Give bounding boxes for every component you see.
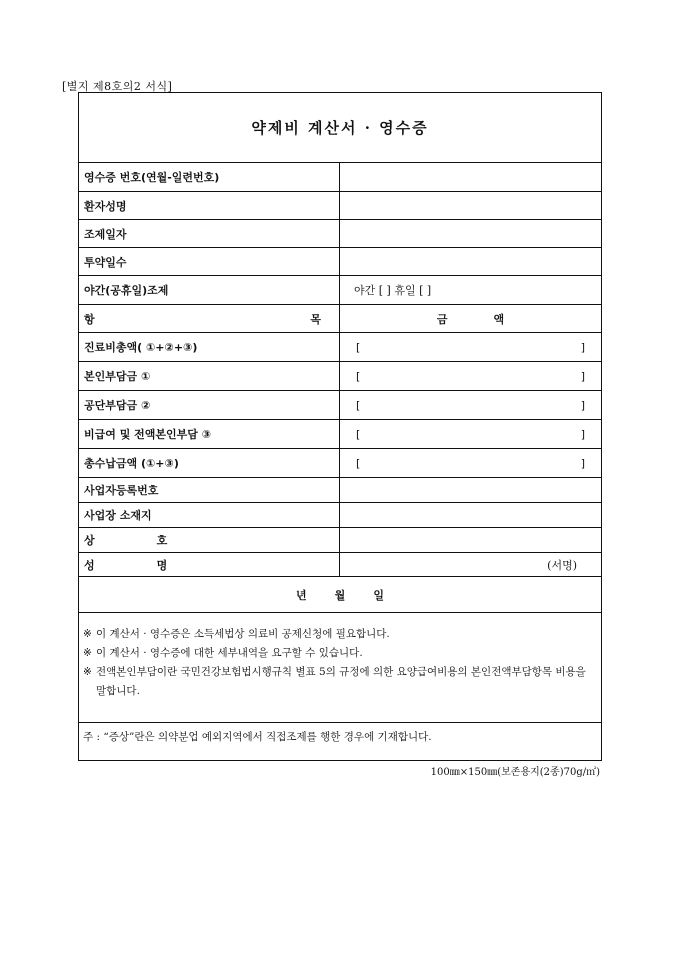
note-mark: ※ (83, 666, 92, 678)
receipt-number-row (79, 163, 601, 192)
amount-header-char-2: 액 (493, 312, 505, 326)
form-title: 약제비 계산서 · 영수증 (79, 93, 601, 163)
amount-row-insurer (79, 391, 601, 420)
item-header (79, 305, 340, 332)
amount-field[interactable] (340, 333, 601, 361)
trade-name-field[interactable] (340, 528, 601, 552)
amount-header (340, 305, 601, 332)
amount-label: 총수납금액 (①+③) (79, 449, 340, 477)
open-bracket: [ (356, 456, 361, 470)
amount-label: 공단부담금 ② (79, 391, 340, 419)
business-reg-row (79, 478, 601, 503)
note-text: 이 계산서 · 영수증은 소득세법상 의료비 공제신청에 필요합니다. (96, 628, 390, 640)
owner-name-char-1: 성 (84, 558, 95, 572)
close-bracket: ] (580, 427, 585, 441)
dosage-days-label: 투약일수 (79, 248, 340, 275)
business-address-row (79, 503, 601, 528)
amount-field[interactable] (340, 391, 601, 419)
note-item (83, 663, 595, 701)
amount-label: 비급여 및 전액본인부담 ③ (79, 420, 340, 448)
trade-name-label (79, 528, 340, 552)
date-day: 일 (373, 588, 384, 602)
date-month: 월 (334, 588, 346, 602)
patient-name-field[interactable] (340, 192, 601, 219)
trade-name-char-2: 호 (156, 534, 168, 547)
receipt-number-label: 영수증 번호(연월-일련번호) (79, 163, 340, 191)
signature-label: (서명) (547, 558, 577, 572)
amount-header-char-1: 금 (436, 312, 448, 326)
business-address-label: 사업장 소재지 (79, 503, 340, 527)
note-mark: ※ (83, 647, 92, 659)
owner-name-char-2: 명 (156, 558, 168, 572)
amount-field[interactable] (340, 362, 601, 390)
business-reg-field[interactable] (340, 478, 601, 502)
patient-name-row (79, 192, 601, 220)
note-item (83, 644, 595, 663)
receipt-number-field[interactable] (340, 163, 601, 191)
dosage-days-field[interactable] (340, 248, 601, 275)
patient-name-label: 환자성명 (79, 192, 340, 219)
dispense-date-field[interactable] (340, 220, 601, 247)
date-year: 년 (296, 588, 307, 602)
paper-spec: 100㎜×150㎜(보존용지(2종)70g/㎡) (430, 767, 600, 778)
business-address-field[interactable] (340, 503, 601, 527)
amount-row-copay (79, 362, 601, 391)
notes-section (79, 613, 601, 723)
dispense-date-row (79, 220, 601, 248)
amount-label: 본인부담금 ① (79, 362, 340, 390)
owner-name-row (79, 553, 601, 577)
form-number-label: [별지 제8호의2 서식] (62, 80, 173, 93)
note-text: 전액본인부담이란 국민건강보험법시행규칙 별표 5의 규정에 의한 요양급여비용의 본인전액부담항목 비용을 말합니다. (96, 666, 586, 697)
amount-label: 진료비총액( ①+②+③) (79, 333, 340, 361)
signature-field[interactable] (340, 553, 601, 576)
trade-name-char-1: 상 (84, 534, 95, 547)
amount-field[interactable] (340, 420, 601, 448)
items-header-row (79, 305, 601, 333)
open-bracket: [ (356, 398, 361, 412)
close-bracket: ] (580, 369, 585, 383)
trade-name-row (79, 528, 601, 553)
open-bracket: [ (356, 427, 361, 441)
night-holiday-row (79, 276, 601, 305)
note-item (83, 625, 595, 644)
open-bracket: [ (356, 369, 361, 383)
note-text: 이 계산서 · 영수증에 대한 세부내역을 요구할 수 있습니다. (96, 647, 363, 659)
item-header-char-2: 목 (310, 312, 321, 326)
night-holiday-field[interactable]: 야간 [ ] 휴일 [ ] (354, 284, 432, 297)
dispense-date-label: 조제일자 (79, 220, 340, 247)
item-header-char-1: 항 (84, 312, 95, 326)
footnote: 주 : “증상”란은 의약분업 예외지역에서 직접조제를 행한 경우에 기재합니다. (83, 730, 432, 743)
dosage-days-row (79, 248, 601, 276)
amount-field[interactable] (340, 449, 601, 477)
receipt-form (78, 92, 602, 761)
note-mark: ※ (83, 628, 92, 640)
open-bracket: [ (356, 340, 361, 354)
amount-row-noncovered (79, 420, 601, 449)
owner-name-label (79, 553, 340, 576)
amount-row-paid (79, 449, 601, 478)
business-reg-label: 사업자등록번호 (79, 478, 340, 502)
close-bracket: ] (580, 456, 585, 470)
night-holiday-label: 야간(공휴일)조제 (79, 276, 340, 304)
close-bracket: ] (580, 340, 585, 354)
close-bracket: ] (580, 398, 585, 412)
date-row (79, 577, 601, 613)
amount-row-total (79, 333, 601, 362)
